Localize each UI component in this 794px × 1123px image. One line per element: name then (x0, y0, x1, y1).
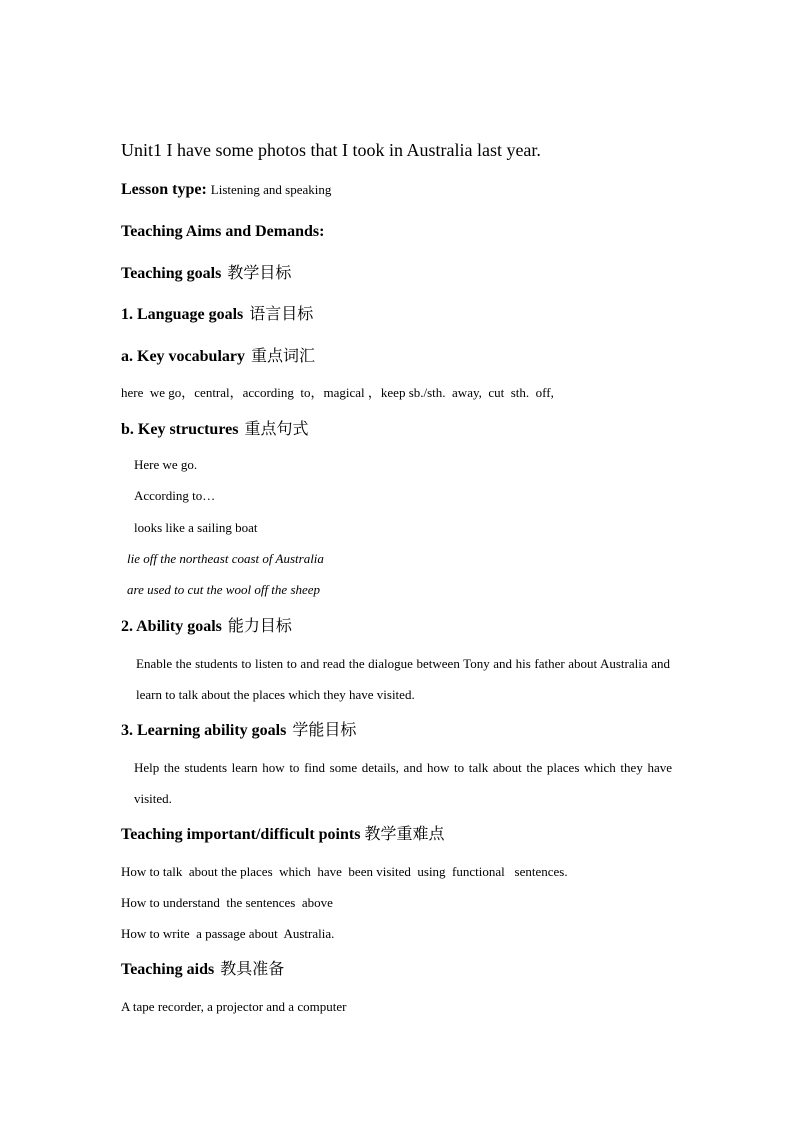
learning-ability-goals-heading-en: 3. Learning ability goals (121, 722, 287, 739)
language-goals-heading-en: 1. Language goals (121, 306, 244, 323)
teaching-goals-heading-cn: 教学目标 (227, 265, 292, 282)
lesson-type-line (121, 182, 331, 198)
key-vocabulary-text: here we go，central，according to，magical ，keep sb./sth. away, cut sth. off, (121, 385, 554, 400)
language-goals-heading (121, 307, 313, 323)
teaching-goals-heading-en: Teaching goals (121, 265, 222, 282)
teaching-aids-heading (121, 962, 284, 978)
important-points-heading-en: Teaching important/difficult points (121, 826, 361, 843)
key-structures-heading-cn: 重点句式 (244, 421, 309, 438)
learning-ability-goals-heading-cn: 学能目标 (292, 722, 357, 739)
important-point-line: How to write a passage about Australia. (121, 926, 335, 941)
key-structures-heading (121, 422, 308, 438)
important-point-line: How to talk about the places which have been visited using functional sentences. (121, 864, 568, 879)
important-points-heading (121, 827, 444, 843)
structure-item: Here we go. (134, 457, 198, 472)
structure-item: looks like a sailing boat (134, 520, 258, 535)
lesson-type-label: Lesson type: (121, 181, 207, 198)
teaching-aids-heading-cn: 教具准备 (220, 961, 285, 978)
learning-ability-goals-text: Help the students learn how to find some details, and how to talk about the places which they have visited. (134, 760, 672, 806)
ability-goals-heading-cn: 能力目标 (227, 618, 292, 635)
ability-goals-heading (121, 619, 292, 635)
important-point-line: How to understand the sentences above (121, 895, 333, 910)
key-vocabulary-heading (121, 349, 315, 365)
important-points-heading-cn: 教学重难点 (364, 826, 445, 843)
key-vocabulary-heading-en: a. Key vocabulary (121, 348, 245, 365)
ability-goals-heading-en: 2. Ability goals (121, 618, 222, 635)
structure-item: are used to cut the wool off the sheep (127, 582, 321, 597)
aims-heading: Teaching Aims and Demands: (121, 223, 325, 240)
teaching-goals-heading (121, 266, 291, 282)
learning-ability-goals-heading (121, 723, 356, 739)
page-title: Unit1 I have some photos that I took in Australia last year. (121, 140, 541, 160)
key-structures-heading-en: b. Key structures (121, 421, 239, 438)
teaching-aids-text: A tape recorder, a projector and a computer (121, 999, 347, 1014)
structure-item: lie off the northeast coast of Australia (127, 551, 324, 566)
key-vocabulary-heading-cn: 重点词汇 (251, 348, 316, 365)
structure-item: According to… (134, 488, 216, 503)
language-goals-heading-cn: 语言目标 (249, 306, 314, 323)
teaching-aids-heading-en: Teaching aids (121, 961, 215, 978)
ability-goals-text: Enable the students to listen to and read the dialogue between Tony and his father about Australia and learn to talk about the places which they have visited. (136, 656, 670, 702)
lesson-type-value: Listening and speaking (210, 182, 332, 197)
